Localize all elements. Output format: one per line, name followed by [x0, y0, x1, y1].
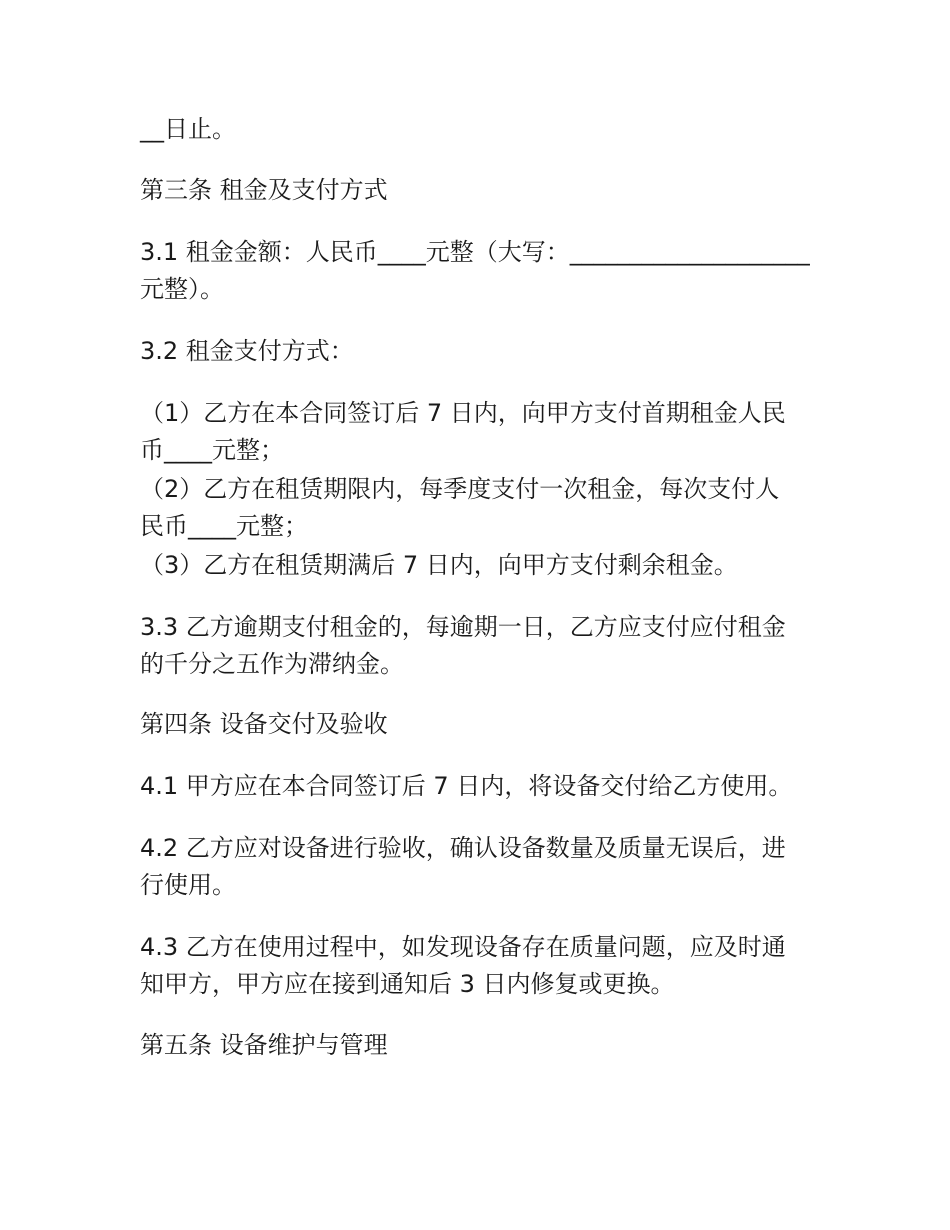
text-line: 3.2 租金支付方式：: [140, 337, 354, 365]
text-line: 民币____元整；: [140, 512, 308, 540]
text-line: 4.1 甲方应在本合同签订后 7 日内，将设备交付给乙方使用。: [140, 772, 793, 800]
text-line: （3）乙方在租赁期满后 7 日内，向甲方支付剩余租金。: [140, 551, 738, 579]
text-line: 4.3 乙方在使用过程中，如发现设备存在质量问题，应及时通: [140, 933, 786, 961]
text-line: 元整）。: [140, 275, 224, 303]
section-heading-article-3: [140, 172, 820, 209]
text-line: 币____元整；: [140, 436, 284, 464]
clause-3-2-item-2: [140, 471, 820, 545]
section-heading-article-4: [140, 706, 820, 743]
text-line: 3.3 乙方逾期支付租金的，每逾期一日，乙方应支付应付租金: [140, 613, 786, 641]
clause-3-2-item-1: [140, 395, 820, 469]
text-line: 第五条 设备维护与管理: [140, 1031, 388, 1059]
clause-3-1: [140, 234, 820, 308]
text-line: 知甲方，甲方应在接到通知后 3 日内修复或更换。: [140, 970, 675, 998]
clause-3-2: [140, 333, 820, 370]
text-line: （2）乙方在租赁期限内，每季度支付一次租金，每次支付人: [140, 475, 780, 503]
text-line: 3.1 租金金额：人民币____元整（大写：____________________: [140, 238, 810, 266]
text-line: 4.2 乙方应对设备进行验收，确认设备数量及质量无误后，进: [140, 834, 786, 862]
clause-3-2-item-3: [140, 547, 820, 584]
clause-4-1: [140, 768, 820, 805]
paragraph-end-date: [140, 111, 820, 148]
text-line: 第四条 设备交付及验收: [140, 710, 388, 738]
section-heading-article-5: [140, 1027, 820, 1064]
text-line: （1）乙方在本合同签订后 7 日内，向甲方支付首期租金人民: [140, 399, 786, 427]
clause-4-3: [140, 929, 820, 1003]
text-line: 行使用。: [140, 871, 236, 899]
text-line: 第三条 租金及支付方式: [140, 176, 388, 204]
clause-3-3: [140, 609, 820, 683]
text-line: __日止。: [140, 115, 236, 143]
text-line: 的千分之五作为滞纳金。: [140, 650, 404, 678]
clause-4-2: [140, 830, 820, 904]
